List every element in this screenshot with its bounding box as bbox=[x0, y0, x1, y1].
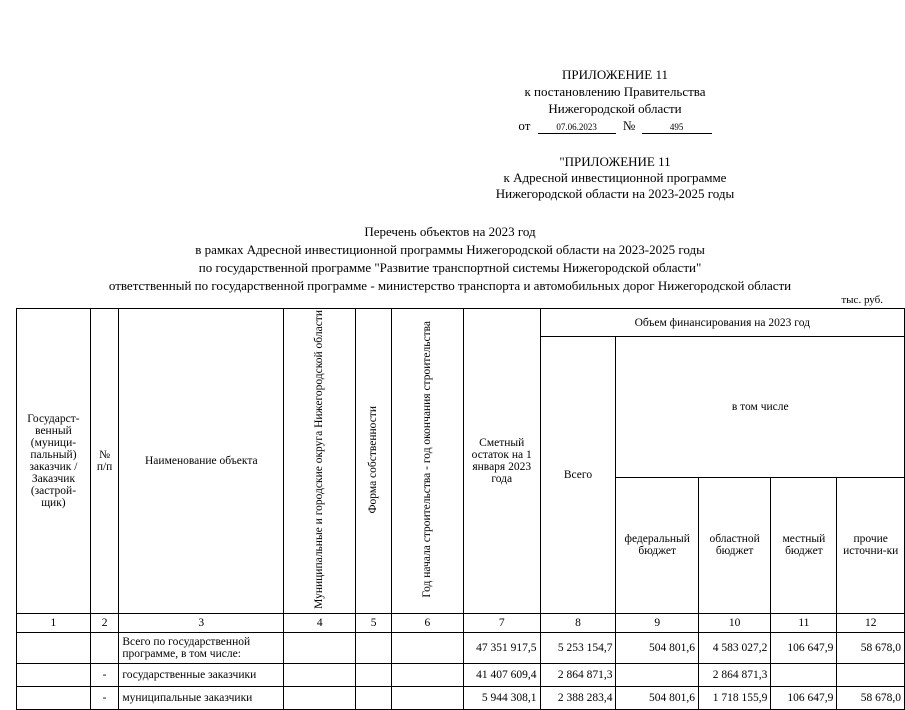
cell-years bbox=[391, 632, 463, 663]
cell-other: 58 678,0 bbox=[837, 686, 905, 709]
cell-years bbox=[391, 663, 463, 686]
appendix2-line-2: к Адресной инвестиционной программе bbox=[503, 170, 727, 185]
cell-local: 106 647,9 bbox=[771, 686, 837, 709]
col-index: 12 bbox=[837, 613, 905, 632]
cell-balance: 47 351 917,5 bbox=[463, 632, 540, 663]
header-ownership bbox=[356, 309, 392, 614]
header-federal: федеральный бюджет bbox=[616, 477, 699, 613]
cell-customer bbox=[17, 663, 91, 686]
cell-district bbox=[284, 686, 356, 709]
appendix-line-2: к постановлению Правительства bbox=[524, 84, 706, 99]
cell-years bbox=[391, 686, 463, 709]
cell-federal bbox=[616, 663, 699, 686]
appendix-line-3: Нижегородской области bbox=[548, 101, 682, 116]
appendix2-title: "ПРИЛОЖЕНИЕ 11 bbox=[559, 154, 671, 169]
appendix2-line-3: Нижегородской области на 2023-2025 годы bbox=[495, 186, 735, 201]
header-district-text: Муниципальные и городские округа Нижегородской области bbox=[313, 310, 326, 609]
column-index-row bbox=[17, 613, 905, 632]
cell-regional: 2 864 871,3 bbox=[698, 663, 770, 686]
header-balance: Сметный остаток на 1 января 2023 года bbox=[463, 309, 540, 614]
header-ownership-text: Форма собственности bbox=[367, 405, 380, 514]
cell-name: Всего по государственной программе, в том числе: bbox=[119, 632, 284, 663]
header-years bbox=[391, 309, 463, 614]
cell-other bbox=[837, 663, 905, 686]
col-index: 10 bbox=[698, 613, 770, 632]
decree-date: 07.06.2023 bbox=[538, 121, 616, 134]
objects-table bbox=[16, 308, 905, 710]
cell-district bbox=[284, 632, 356, 663]
header-total: Всего bbox=[540, 337, 616, 614]
col-index: 4 bbox=[284, 613, 356, 632]
cell-name: муниципальные заказчики bbox=[119, 686, 284, 709]
col-index: 2 bbox=[90, 613, 118, 632]
cell-ownership bbox=[356, 663, 392, 686]
cell-total: 2 388 283,4 bbox=[540, 686, 616, 709]
number-sign: № bbox=[622, 118, 636, 133]
date-prefix: от bbox=[518, 118, 531, 133]
cell-num: - bbox=[90, 686, 118, 709]
cell-other: 58 678,0 bbox=[837, 632, 905, 663]
col-index: 6 bbox=[391, 613, 463, 632]
header-other: прочие источни-ки bbox=[837, 477, 905, 613]
col-index: 5 bbox=[356, 613, 392, 632]
title-line-4: ответственный по государственной программе - министерство транспорта и автомобильных дорог Нижегородской области bbox=[108, 278, 792, 293]
title-line-2: в рамках Адресной инвестиционной программы Нижегородской области на 2023-2025 годы bbox=[195, 242, 705, 257]
header-district bbox=[284, 309, 356, 614]
decree-number: 495 bbox=[642, 121, 712, 134]
header-regional: областной бюджет bbox=[698, 477, 770, 613]
col-index: 7 bbox=[463, 613, 540, 632]
header-num: № п/п bbox=[90, 309, 118, 614]
col-index: 8 bbox=[540, 613, 616, 632]
cell-federal: 504 801,6 bbox=[616, 686, 699, 709]
table-row bbox=[17, 686, 905, 709]
appendix-date-row bbox=[420, 117, 810, 134]
header-name: Наименование объекта bbox=[119, 309, 284, 614]
col-index: 11 bbox=[771, 613, 837, 632]
cell-total: 2 864 871,3 bbox=[540, 663, 616, 686]
appendix-program-header bbox=[420, 154, 810, 202]
table-row bbox=[17, 632, 905, 663]
cell-regional: 1 718 155,9 bbox=[698, 686, 770, 709]
col-index: 3 bbox=[119, 613, 284, 632]
header-years-text: Год начала строительства - год окончания строительства bbox=[420, 321, 433, 598]
appendix-title: ПРИЛОЖЕНИЕ 11 bbox=[562, 67, 668, 82]
col-index: 1 bbox=[17, 613, 91, 632]
cell-ownership bbox=[356, 632, 392, 663]
cell-regional: 4 583 027,2 bbox=[698, 632, 770, 663]
cell-local bbox=[771, 663, 837, 686]
cell-customer bbox=[17, 632, 91, 663]
cell-federal: 504 801,6 bbox=[616, 632, 699, 663]
cell-total: 5 253 154,7 bbox=[540, 632, 616, 663]
header-customer: Государст-венный (муници-пальный) заказчик / Заказчик (застрой-щик) bbox=[17, 309, 91, 614]
cell-district bbox=[284, 663, 356, 686]
cell-balance: 5 944 308,1 bbox=[463, 686, 540, 709]
document-title bbox=[40, 223, 860, 295]
cell-balance: 41 407 609,4 bbox=[463, 663, 540, 686]
header-including: в том числе bbox=[616, 337, 905, 478]
table-row bbox=[17, 663, 905, 686]
header-local: местный бюджет bbox=[771, 477, 837, 613]
units-label: тыс. руб. bbox=[841, 294, 883, 306]
cell-num: - bbox=[90, 663, 118, 686]
header-funding: Объем финансирования на 2023 год bbox=[540, 309, 904, 337]
title-line-3: по государственной программе "Развитие транспортной системы Нижегородской области" bbox=[198, 260, 702, 275]
cell-num bbox=[90, 632, 118, 663]
col-index: 9 bbox=[616, 613, 699, 632]
title-line-1: Перечень объектов на 2023 год bbox=[364, 224, 536, 239]
cell-customer bbox=[17, 686, 91, 709]
cell-local: 106 647,9 bbox=[771, 632, 837, 663]
appendix-header bbox=[420, 66, 810, 134]
cell-name: государственные заказчики bbox=[119, 663, 284, 686]
cell-ownership bbox=[356, 686, 392, 709]
